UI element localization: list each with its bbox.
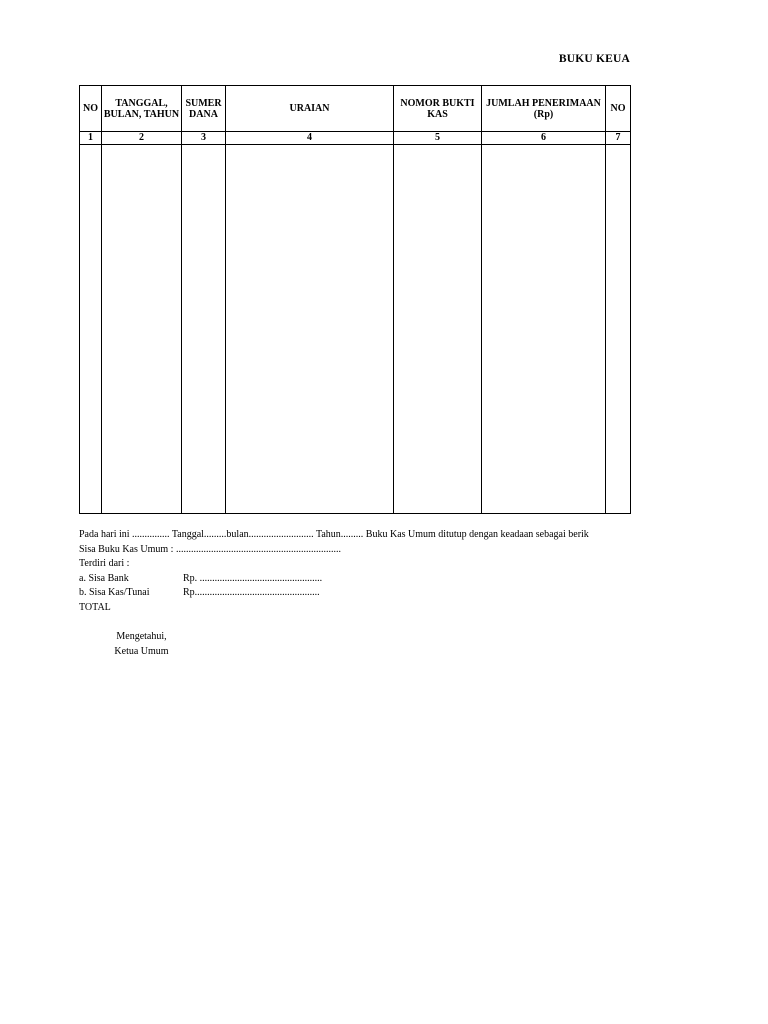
cash-balance-value: Rp.................................................. — [183, 587, 320, 598]
header-description: URAIAN — [226, 86, 394, 132]
closing-summary — [79, 528, 589, 615]
closing-statement: Pada hari ini ............... Tanggal.........bulan.......................... Tahun......... Buku Kas Umum ditutup dengan keadaan sebagai berik — [79, 529, 589, 540]
table-row — [80, 145, 631, 514]
document-title: BUKU KEUA — [558, 53, 630, 65]
column-number: 6 — [482, 132, 606, 145]
empty-cell — [606, 145, 631, 514]
cash-balance-line — [79, 586, 589, 601]
column-number: 5 — [394, 132, 482, 145]
total-label: TOTAL — [79, 601, 111, 613]
column-number: 3 — [182, 132, 226, 145]
cash-ledger-table — [79, 85, 631, 514]
consists-of-label: Terdiri dari : — [79, 558, 130, 569]
signer-role: Ketua Umum — [114, 645, 169, 657]
signature-block — [79, 630, 204, 659]
header-date: TANGGAL, BULAN, TAHUN — [102, 86, 182, 132]
empty-cell — [102, 145, 182, 514]
header-receipt-amount: JUMLAH PENERIMAAN (Rp) — [482, 86, 606, 132]
empty-cell — [182, 145, 226, 514]
column-number-row — [80, 132, 631, 145]
header-no: NO — [80, 86, 102, 132]
bank-balance-value: Rp. ................................................. — [183, 572, 323, 584]
column-number: 1 — [80, 132, 102, 145]
header-row — [80, 86, 631, 132]
header-fund-source: SUMER DANA — [182, 86, 226, 132]
acknowledged-label: Mengetahui, — [116, 631, 167, 642]
header-no-right: NO — [606, 86, 631, 132]
empty-cell — [226, 145, 394, 514]
column-number: 7 — [606, 132, 631, 145]
empty-cell — [482, 145, 606, 514]
bank-balance-line — [79, 572, 589, 587]
bank-balance-label: a. Sisa Bank — [79, 572, 129, 584]
column-number: 4 — [226, 132, 394, 145]
empty-cell — [394, 145, 482, 514]
header-receipt-number: NOMOR BUKTI KAS — [394, 86, 482, 132]
remaining-balance: Sisa Buku Kas Umum : .................................................................. — [79, 543, 341, 555]
cash-balance-label: b. Sisa Kas/Tunai — [79, 587, 150, 598]
column-number: 2 — [102, 132, 182, 145]
empty-cell — [80, 145, 102, 514]
